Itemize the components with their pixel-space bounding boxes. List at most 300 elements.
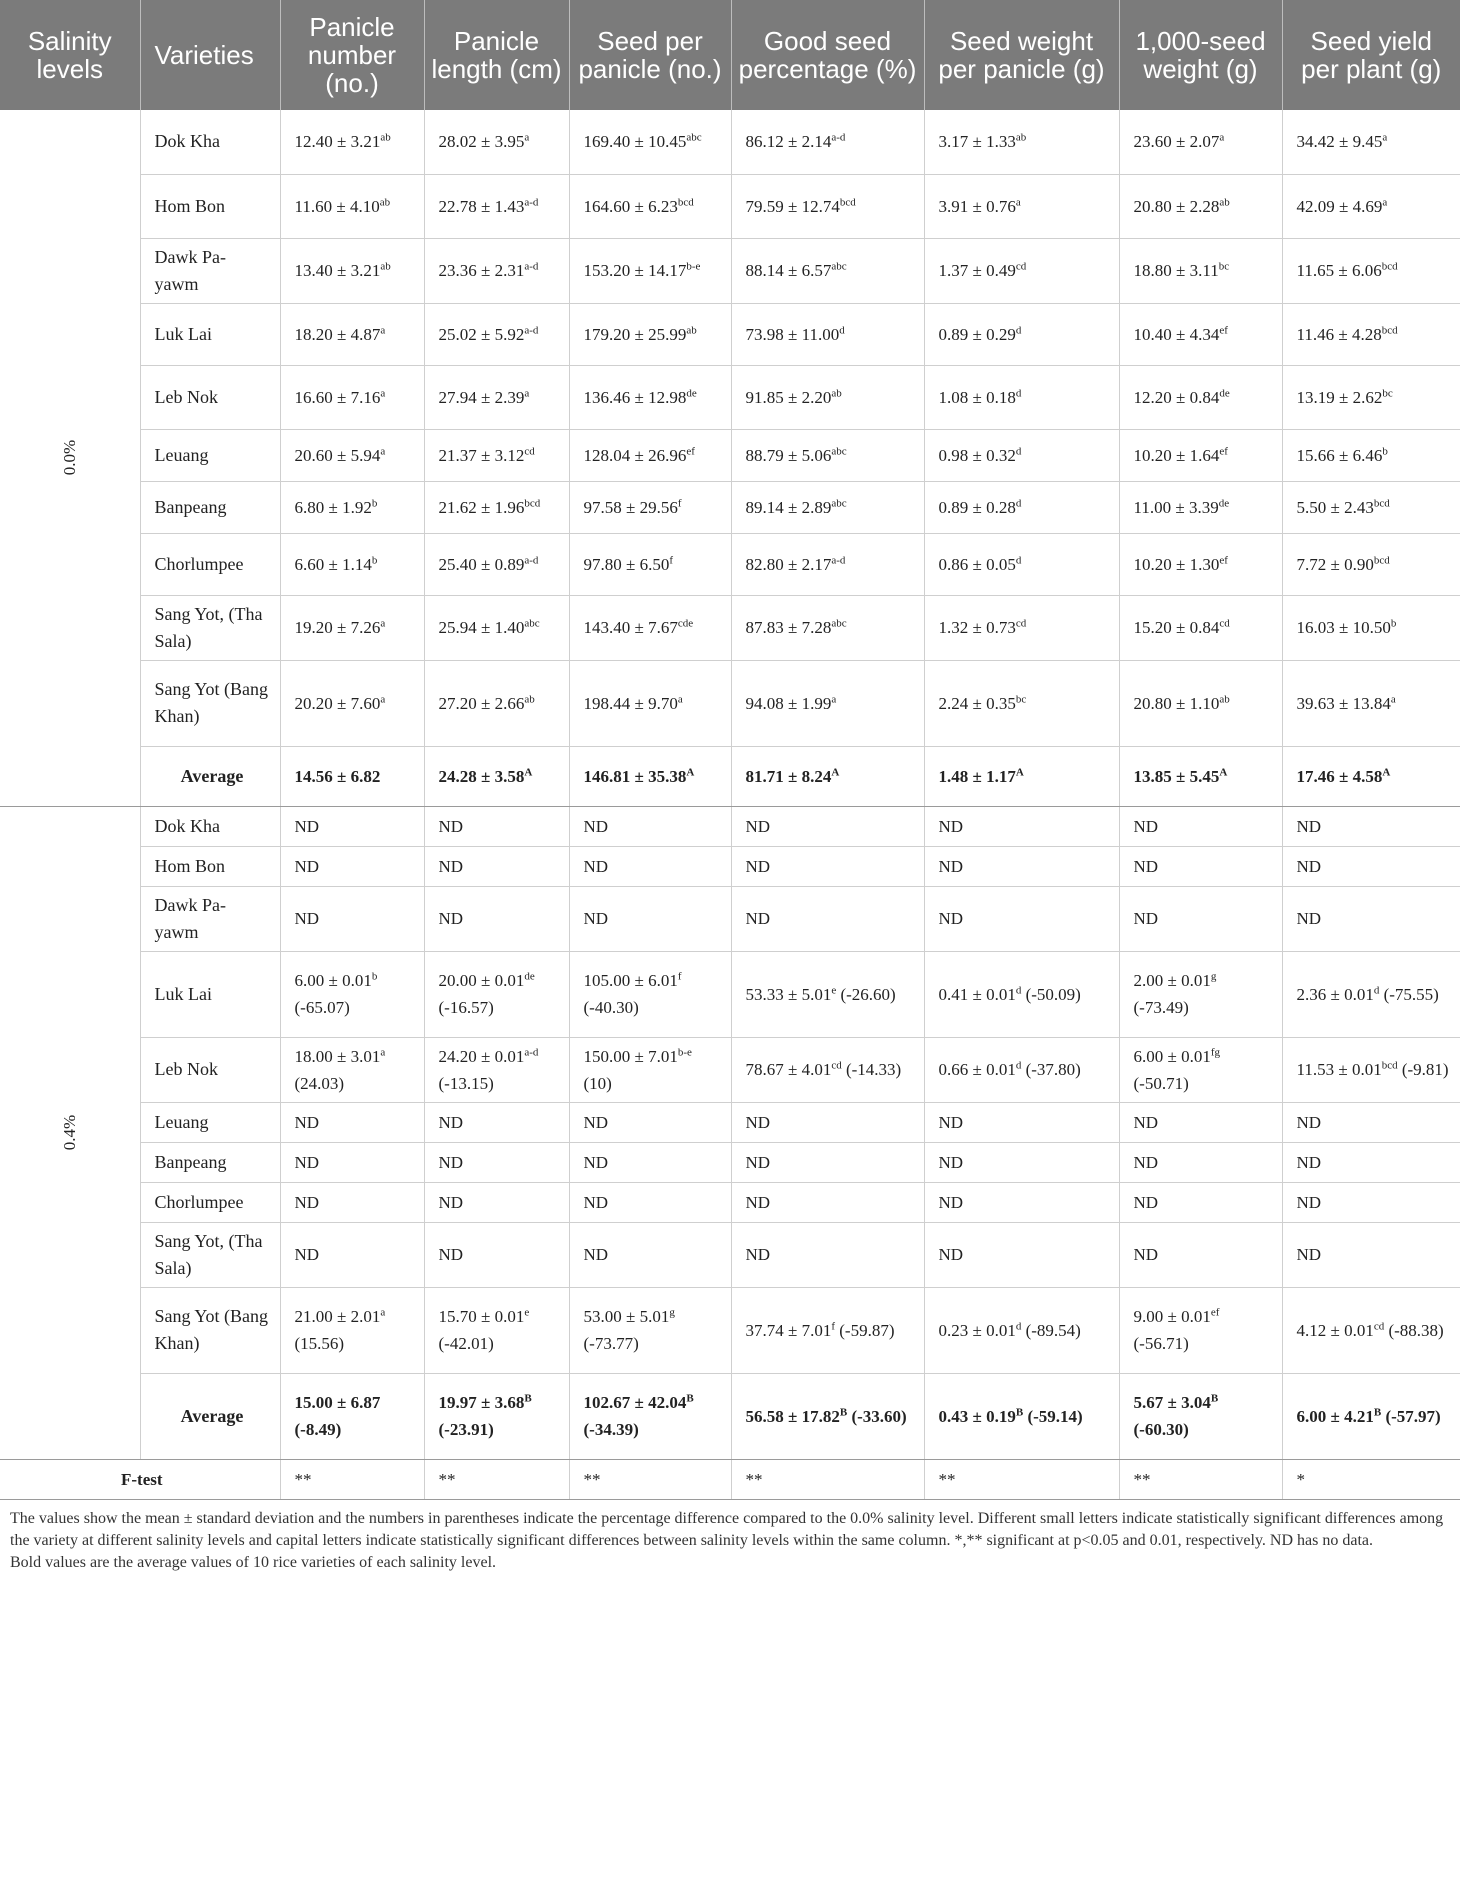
- significance-letter: B: [1015, 1405, 1024, 1418]
- cell-value: 1.48 ± 1.17: [938, 766, 1016, 786]
- significance-letter: d: [1373, 983, 1380, 996]
- variety-cell: Dok Kha: [140, 806, 280, 846]
- data-cell: [924, 429, 1119, 481]
- data-cell: [1119, 110, 1282, 174]
- header-cell: Good seed percentage (%): [731, 0, 924, 110]
- data-cell: [280, 1287, 424, 1373]
- significance-letter: b: [371, 553, 378, 566]
- cell-value: 12.40 ± 3.21: [294, 132, 381, 152]
- data-cell: [424, 886, 569, 951]
- data-cell: [424, 365, 569, 429]
- data-cell: [924, 846, 1119, 886]
- cell-value: 81.71 ± 8.24: [745, 766, 832, 786]
- significance-letter: abc: [831, 444, 847, 457]
- data-cell: [1119, 1222, 1282, 1287]
- significance-letter: bcd: [1373, 496, 1390, 509]
- significance-letter: A: [1015, 765, 1024, 778]
- cell-value: 0.23 ± 0.01: [938, 1320, 1016, 1340]
- cell-value: 18.80 ± 3.11: [1133, 261, 1219, 280]
- variety-cell: Sang Yot, (Tha Sala): [140, 595, 280, 660]
- significance-letter: a-d: [524, 260, 539, 273]
- cell-value: 82.80 ± 2.17: [745, 554, 832, 574]
- table-row: [0, 806, 1460, 846]
- significance-letter: abc: [831, 617, 847, 630]
- data-cell: [1282, 1222, 1460, 1287]
- cell-value: 89.14 ± 2.89: [745, 497, 832, 517]
- data-cell: [924, 1287, 1119, 1373]
- data-cell: [731, 174, 924, 238]
- cell-value: ND: [1296, 1152, 1322, 1172]
- percent-difference: (-59.14): [1027, 1406, 1083, 1426]
- cell-value: 21.00 ± 2.01: [294, 1307, 381, 1326]
- cell-value: ND: [294, 856, 320, 876]
- cell-value: 12.20 ± 0.84: [1133, 387, 1220, 407]
- cell-value: ND: [938, 856, 964, 876]
- data-cell: [924, 1037, 1119, 1102]
- data-cell: [280, 1182, 424, 1222]
- data-cell: [569, 806, 731, 846]
- significance-letter: a: [831, 692, 837, 705]
- data-cell: [731, 429, 924, 481]
- significance-letter: d: [839, 323, 845, 336]
- cell-value: 15.20 ± 0.84: [1133, 618, 1220, 637]
- data-cell: [731, 886, 924, 951]
- cell-value: 16.03 ± 10.50: [1296, 618, 1391, 637]
- significance-letter: bc: [1382, 386, 1393, 399]
- significance-letter: cd: [1373, 1319, 1385, 1332]
- significance-letter: b: [371, 970, 378, 983]
- data-cell: [569, 1142, 731, 1182]
- cell-value: 97.58 ± 29.56: [583, 497, 678, 517]
- table-row: [0, 1182, 1460, 1222]
- ftest-value: **: [924, 1459, 1119, 1499]
- cell-value: ND: [1133, 1152, 1159, 1172]
- significance-letter: ab: [686, 323, 697, 336]
- percent-difference: (-75.55): [1383, 984, 1439, 1004]
- cell-value: 169.40 ± 10.45: [583, 132, 687, 152]
- table-row: [0, 1222, 1460, 1287]
- cell-value: 9.00 ± 0.01: [1133, 1307, 1211, 1326]
- significance-letter: ab: [524, 692, 535, 705]
- cell-value: ND: [1296, 909, 1322, 928]
- percent-difference: (-65.07): [294, 998, 350, 1017]
- significance-letter: cd: [831, 1059, 842, 1072]
- table-row: [0, 110, 1460, 174]
- significance-letter: ef: [1210, 1306, 1220, 1319]
- table-row: [0, 846, 1460, 886]
- cell-value: 10.40 ± 4.34: [1133, 324, 1220, 344]
- cell-value: ND: [1296, 856, 1322, 876]
- cell-value: 0.89 ± 0.29: [938, 324, 1016, 344]
- data-cell: [569, 1222, 731, 1287]
- table-row: [0, 1142, 1460, 1182]
- cell-value: 13.19 ± 2.62: [1296, 387, 1383, 407]
- header-cell: 1,000-seed weight (g): [1119, 0, 1282, 110]
- cell-value: 15.00 ± 6.87: [294, 1393, 381, 1412]
- cell-value: 6.00 ± 4.21: [1296, 1406, 1374, 1426]
- table-row: [0, 481, 1460, 533]
- significance-letter: a: [380, 323, 386, 336]
- cell-value: 20.60 ± 5.94: [294, 445, 381, 465]
- significance-letter: A: [1219, 765, 1228, 778]
- percent-difference: (-59.87): [839, 1320, 895, 1340]
- cell-value: ND: [938, 816, 964, 836]
- cell-value: 25.02 ± 5.92: [438, 324, 525, 344]
- cell-value: 146.81 ± 35.38: [583, 766, 687, 786]
- ftest-row: [0, 1459, 1460, 1499]
- significance-letter: a: [380, 617, 386, 630]
- significance-letter: a: [1219, 131, 1225, 144]
- variety-cell: Banpeang: [140, 481, 280, 533]
- data-cell: [731, 1182, 924, 1222]
- cell-value: 27.94 ± 2.39: [438, 387, 525, 407]
- cell-value: 94.08 ± 1.99: [745, 693, 832, 713]
- cell-value: ND: [294, 1192, 320, 1212]
- data-cell: [569, 174, 731, 238]
- footnote-1: The values show the mean ± standard deviation and the numbers in parentheses indicate the percentage difference compared to the 0.0% salinity level. Different small letters indicate statistically significant differences among the variety at different salinity levels and capital letters indicate statistically significant differences between salinity levels within the same column. *,** significant at p<0.05 and 0.01, respectively. ND has no data.: [10, 1509, 1444, 1549]
- significance-letter: d: [1015, 386, 1022, 399]
- significance-letter: b-e: [686, 260, 701, 273]
- data-cell: [731, 1222, 924, 1287]
- cell-value: ND: [438, 1112, 464, 1132]
- data-cell: [731, 238, 924, 303]
- significance-letter: fg: [1210, 1045, 1221, 1058]
- data-cell: [731, 660, 924, 746]
- significance-letter: d: [1015, 496, 1022, 509]
- data-cell: [424, 595, 569, 660]
- data-cell: [731, 303, 924, 365]
- cell-value: 24.28 ± 3.58: [438, 766, 525, 786]
- cell-value: 73.98 ± 11.00: [745, 324, 840, 344]
- cell-value: ND: [745, 1192, 771, 1212]
- data-cell: [1119, 1142, 1282, 1182]
- cell-value: 27.20 ± 2.66: [438, 693, 525, 713]
- significance-letter: a-d: [524, 553, 539, 566]
- significance-letter: a: [380, 386, 386, 399]
- data-cell: [1119, 1037, 1282, 1102]
- data-cell: [1282, 238, 1460, 303]
- significance-letter: e: [524, 1306, 530, 1319]
- data-cell: [924, 1373, 1119, 1459]
- significance-letter: B: [1210, 1392, 1219, 1405]
- cell-value: 2.24 ± 0.35: [938, 693, 1016, 713]
- data-cell: [1282, 533, 1460, 595]
- ftest-value: *: [1282, 1459, 1460, 1499]
- data-cell: [280, 238, 424, 303]
- significance-letter: B: [524, 1392, 532, 1405]
- data-cell: [569, 1373, 731, 1459]
- cell-value: ND: [583, 1112, 609, 1132]
- cell-value: ND: [294, 1112, 320, 1132]
- percent-difference: (24.03): [294, 1073, 345, 1093]
- significance-letter: a: [524, 386, 530, 399]
- significance-letter: b-e: [677, 1045, 692, 1058]
- significance-letter: d: [1015, 553, 1022, 566]
- cell-value: ND: [583, 1152, 609, 1172]
- data-cell: [424, 1102, 569, 1142]
- data-cell: [280, 886, 424, 951]
- cell-value: 21.37 ± 3.12: [438, 445, 525, 465]
- cell-value: 143.40 ± 7.67: [583, 618, 678, 637]
- significance-letter: b: [1390, 617, 1397, 630]
- cell-value: ND: [438, 816, 464, 836]
- significance-letter: a: [380, 692, 386, 705]
- data-cell: [731, 846, 924, 886]
- data-cell: [1282, 303, 1460, 365]
- data-cell: [1282, 886, 1460, 951]
- cell-value: ND: [938, 1112, 964, 1132]
- percent-difference: (-14.33): [845, 1060, 902, 1079]
- cell-value: 5.67 ± 3.04: [1133, 1393, 1211, 1412]
- percent-difference: (-13.15): [438, 1073, 494, 1093]
- cell-value: 53.00 ± 5.01: [583, 1307, 670, 1326]
- percent-difference: (-8.49): [294, 1420, 342, 1439]
- cell-value: 7.72 ± 0.90: [1296, 554, 1374, 574]
- data-cell: [1282, 1287, 1460, 1373]
- data-cell: [1119, 174, 1282, 238]
- cell-value: ND: [1133, 856, 1159, 876]
- percent-difference: (-42.01): [438, 1334, 494, 1353]
- salinity-level-cell: [0, 110, 140, 806]
- significance-letter: bc: [1015, 692, 1027, 705]
- data-cell: [569, 1182, 731, 1222]
- significance-letter: a-d: [831, 553, 846, 566]
- data-cell: [924, 806, 1119, 846]
- significance-letter: abc: [686, 131, 702, 144]
- data-cell: [280, 365, 424, 429]
- cell-value: 164.60 ± 6.23: [583, 196, 678, 216]
- ftest-value: **: [424, 1459, 569, 1499]
- cell-value: ND: [938, 1192, 964, 1212]
- cell-value: 198.44 ± 9.70: [583, 693, 678, 713]
- significance-letter: ab: [379, 195, 391, 208]
- cell-value: ND: [438, 1245, 464, 1264]
- data-cell: [924, 746, 1119, 806]
- cell-value: 20.20 ± 7.60: [294, 693, 381, 713]
- variety-cell: Sang Yot (Bang Khan): [140, 660, 280, 746]
- cell-value: 91.85 ± 2.20: [745, 387, 832, 407]
- cell-value: 150.00 ± 7.01: [583, 1046, 678, 1066]
- data-cell: [731, 951, 924, 1037]
- cell-value: 6.60 ± 1.14: [294, 554, 372, 574]
- cell-value: 87.83 ± 7.28: [745, 618, 832, 637]
- significance-letter: ef: [686, 444, 695, 457]
- percent-difference: (-73.77): [583, 1334, 639, 1353]
- significance-letter: a-d: [524, 323, 539, 336]
- cell-value: ND: [583, 816, 609, 836]
- significance-letter: B: [839, 1405, 848, 1418]
- data-cell: [569, 746, 731, 806]
- cell-value: ND: [938, 1245, 964, 1264]
- cell-value: 0.43 ± 0.19: [938, 1406, 1016, 1426]
- cell-value: ND: [1133, 909, 1159, 928]
- significance-letter: f: [831, 1319, 836, 1332]
- significance-letter: d: [1015, 444, 1022, 457]
- data-cell: [424, 481, 569, 533]
- cell-value: 79.59 ± 12.74: [745, 196, 840, 216]
- significance-letter: d: [1015, 1319, 1022, 1332]
- data-cell: [1282, 110, 1460, 174]
- cell-value: ND: [938, 909, 964, 928]
- table-row: [0, 595, 1460, 660]
- significance-letter: f: [677, 970, 682, 983]
- header-cell: Varieties: [140, 0, 280, 110]
- table-row: [0, 886, 1460, 951]
- data-cell: [280, 1037, 424, 1102]
- cell-value: 56.58 ± 17.82: [745, 1406, 840, 1426]
- salinity-level-cell: [0, 806, 140, 1459]
- data-cell: [1119, 746, 1282, 806]
- data-cell: [280, 174, 424, 238]
- significance-letter: a: [1390, 692, 1396, 705]
- data-cell: [924, 1142, 1119, 1182]
- data-cell: [924, 1222, 1119, 1287]
- cell-value: 20.00 ± 0.01: [438, 971, 525, 990]
- significance-letter: b: [371, 496, 378, 509]
- variety-cell: Dawk Pa-yawm: [140, 886, 280, 951]
- data-cell: [731, 806, 924, 846]
- cell-value: 28.02 ± 3.95: [438, 132, 525, 152]
- data-cell: [1119, 238, 1282, 303]
- significance-letter: a-d: [524, 195, 539, 208]
- cell-value: 136.46 ± 12.98: [583, 387, 687, 407]
- significance-letter: d: [1015, 983, 1022, 996]
- data-cell: [280, 1102, 424, 1142]
- cell-value: 5.50 ± 2.43: [1296, 497, 1374, 517]
- average-row: [0, 1373, 1460, 1459]
- cell-value: 1.08 ± 0.18: [938, 387, 1016, 407]
- data-cell: [424, 303, 569, 365]
- cell-value: 16.60 ± 7.16: [294, 387, 381, 407]
- variety-cell: Hom Bon: [140, 846, 280, 886]
- data-cell: [924, 110, 1119, 174]
- table-row: [0, 174, 1460, 238]
- cell-value: 6.80 ± 1.92: [294, 497, 372, 517]
- significance-letter: bcd: [1381, 260, 1398, 273]
- data-cell: [424, 238, 569, 303]
- cell-value: 128.04 ± 26.96: [583, 445, 687, 465]
- data-cell: [731, 481, 924, 533]
- data-cell: [569, 595, 731, 660]
- cell-value: ND: [294, 816, 320, 836]
- significance-letter: cde: [677, 617, 694, 630]
- significance-letter: ab: [380, 131, 391, 144]
- table-body: [0, 110, 1460, 1499]
- data-cell: [1119, 303, 1282, 365]
- cell-value: 20.80 ± 2.28: [1133, 196, 1220, 216]
- data-cell: [569, 110, 731, 174]
- header-row: [0, 0, 1460, 110]
- cell-value: 3.17 ± 1.33: [938, 132, 1016, 152]
- data-cell: [924, 595, 1119, 660]
- cell-value: ND: [1133, 1112, 1159, 1132]
- data-cell: [424, 533, 569, 595]
- cell-value: ND: [294, 909, 320, 928]
- data-cell: [569, 1102, 731, 1142]
- average-label: Average: [140, 746, 280, 806]
- cell-value: 102.67 ± 42.04: [583, 1393, 687, 1412]
- data-cell: [1119, 533, 1282, 595]
- percent-difference: (-50.71): [1133, 1073, 1189, 1093]
- data-cell: [731, 1373, 924, 1459]
- data-cell: [280, 481, 424, 533]
- percent-difference: (-34.39): [583, 1420, 639, 1439]
- significance-letter: e: [831, 983, 837, 996]
- data-cell: [924, 886, 1119, 951]
- data-cell: [1119, 365, 1282, 429]
- data-cell: [280, 303, 424, 365]
- header-cell: Salinity levels: [0, 0, 140, 110]
- cell-value: 3.91 ± 0.76: [938, 196, 1016, 216]
- data-cell: [569, 533, 731, 595]
- percent-difference: (-26.60): [840, 984, 896, 1004]
- data-cell: [1282, 660, 1460, 746]
- data-cell: [280, 1373, 424, 1459]
- variety-cell: Chorlumpee: [140, 533, 280, 595]
- significance-letter: de: [1218, 496, 1230, 509]
- data-cell: [569, 365, 731, 429]
- data-cell: [1119, 660, 1282, 746]
- data-cell: [1282, 595, 1460, 660]
- data-cell: [1119, 1287, 1282, 1373]
- cell-value: 1.37 ± 0.49: [938, 261, 1016, 280]
- cell-value: 11.60 ± 4.10: [294, 196, 380, 216]
- data-cell: [1119, 951, 1282, 1037]
- data-cell: [1282, 365, 1460, 429]
- significance-letter: ab: [1015, 131, 1027, 144]
- header-cell: Panicle number (no.): [280, 0, 424, 110]
- data-cell: [569, 660, 731, 746]
- cell-value: ND: [438, 1192, 464, 1212]
- percent-difference: (-9.81): [1401, 1060, 1449, 1079]
- cell-value: 11.53 ± 0.01: [1296, 1060, 1382, 1079]
- cell-value: 88.79 ± 5.06: [745, 445, 832, 465]
- data-cell: [424, 1037, 569, 1102]
- significance-letter: abc: [524, 617, 540, 630]
- data-cell: [924, 533, 1119, 595]
- variety-cell: Leb Nok: [140, 1037, 280, 1102]
- cell-value: 22.78 ± 1.43: [438, 196, 525, 216]
- ftest-label: F-test: [0, 1459, 280, 1499]
- data-cell: [1282, 1142, 1460, 1182]
- data-cell: [424, 1142, 569, 1182]
- significance-letter: cd: [1015, 260, 1027, 273]
- cell-value: 153.20 ± 14.17: [583, 261, 687, 280]
- cell-value: ND: [583, 909, 609, 928]
- significance-letter: d: [1015, 1059, 1022, 1072]
- significance-letter: a-d: [524, 1045, 539, 1058]
- significance-letter: abc: [831, 260, 847, 273]
- cell-value: 23.60 ± 2.07: [1133, 132, 1220, 152]
- cell-value: ND: [583, 1192, 609, 1212]
- significance-letter: a: [524, 131, 530, 144]
- data-cell: [1119, 886, 1282, 951]
- significance-letter: de: [524, 970, 535, 983]
- significance-letter: a: [1015, 195, 1021, 208]
- cell-value: ND: [1296, 1112, 1322, 1132]
- significance-letter: f: [669, 553, 674, 566]
- cell-value: 21.62 ± 1.96: [438, 497, 525, 517]
- significance-letter: bcd: [1381, 323, 1398, 336]
- significance-letter: bcd: [1381, 1059, 1398, 1072]
- percent-difference: (10): [583, 1073, 612, 1093]
- table-row: [0, 660, 1460, 746]
- cell-value: ND: [745, 909, 771, 928]
- cell-value: 179.20 ± 25.99: [583, 324, 687, 344]
- percent-difference: (-40.30): [583, 998, 639, 1017]
- data-cell: [280, 110, 424, 174]
- data-cell: [1119, 846, 1282, 886]
